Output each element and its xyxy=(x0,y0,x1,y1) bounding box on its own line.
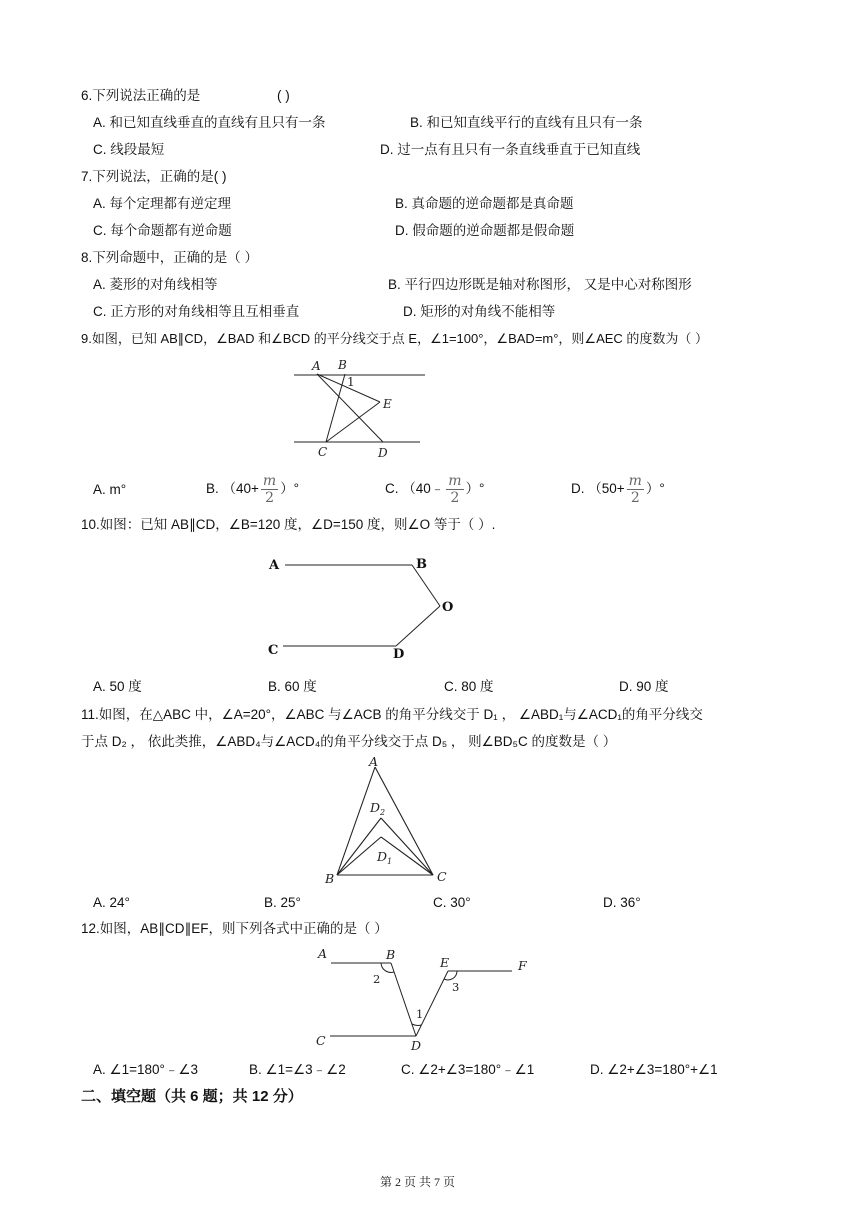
q9-option-b-suffix: ）° xyxy=(280,481,300,497)
q12-option-c: C. ∠2+∠3=180°﹣∠1 xyxy=(401,1062,535,1077)
q11-option-b: B. 25° xyxy=(264,895,301,910)
q10-label-c: C xyxy=(268,643,279,658)
q11-stem-line2: 于点 D₂ ， 依此类推，∠ABD₄与∠ACD₄的角平分线交于点 D₅ ， 则∠BD₅C 的度数是（ ） xyxy=(81,734,617,749)
q6-option-a: A. 和已知直线垂直的直线有且只有一条 xyxy=(93,115,326,130)
q10-label-d: D xyxy=(393,647,405,662)
q9-stem: 9.如图，已知 AB∥CD，∠BAD 和∠BCD 的平分线交于点 E，∠1=100°，∠BAD=m°，则∠AEC 的度数为（ ） xyxy=(81,331,709,346)
q11-option-a: A. 24° xyxy=(93,895,130,910)
q10-label-a: A xyxy=(269,558,280,573)
q9-option-c-prefix: C. （40﹣ xyxy=(385,481,445,497)
q12-label-3: 3 xyxy=(452,980,460,994)
q9-label-b: B xyxy=(338,358,347,372)
q6-option-c: C. 线段最短 xyxy=(93,142,165,157)
q12-label-c: C xyxy=(316,1033,326,1048)
q6-stem: 6.下列说法正确的是 xyxy=(81,88,201,103)
q12-label-f: F xyxy=(518,958,527,973)
q6-option-d: D. 过一点有且只有一条直线垂直于已知直线 xyxy=(380,142,641,157)
q7-option-a: A. 每个定理都有逆定理 xyxy=(93,196,232,211)
q12-label-a: A xyxy=(318,946,328,961)
q12-stem: 12.如图，AB∥CD∥EF，则下列各式中正确的是（ ） xyxy=(81,921,388,936)
q11-option-c: C. 30° xyxy=(433,895,471,910)
q9-option-c-suffix: ）° xyxy=(465,481,485,497)
q7-option-b: B. 真命题的逆命题都是真命题 xyxy=(395,196,574,211)
q10-option-c: C. 80 度 xyxy=(444,679,494,694)
q10-label-o: O xyxy=(442,600,454,615)
q11-label-a: A xyxy=(369,754,379,769)
q10-option-a: A. 50 度 xyxy=(93,679,142,694)
q11-label-d1-subscript: 1 xyxy=(387,857,393,866)
q8-stem: 8.下列命题中，正确的是（ ） xyxy=(81,250,259,265)
q8-option-d: D. 矩形的对角线不能相等 xyxy=(403,304,556,319)
q12-label-1: 1 xyxy=(416,1007,424,1021)
q10-option-b: B. 60 度 xyxy=(268,679,317,694)
q8-option-b: B. 平行四边形既是轴对称图形， 又是中心对称图形 xyxy=(388,277,692,292)
q9-option-c-numerator: m xyxy=(448,473,462,489)
q11-label-c: C xyxy=(437,869,447,884)
q8-option-a: A. 菱形的对角线相等 xyxy=(93,277,218,292)
q8-option-c: C. 正方形的对角线相等且互相垂直 xyxy=(93,304,300,319)
q11-stem-line1: 11.如图，在△ABC 中，∠A=20°，∠ABC 与∠ACB 的角平分线交于 D₁ ， ∠ABD₁与∠ACD₁的角平分线交 xyxy=(81,707,703,722)
q12-label-2: 2 xyxy=(373,972,381,986)
q9-option-d-prefix: D. （50+ xyxy=(571,481,625,497)
q9-option-b-denominator: 2 xyxy=(265,490,274,506)
q12-option-d: D. ∠2+∠3=180°+∠1 xyxy=(590,1062,718,1077)
q11-label-b: B xyxy=(325,871,335,886)
q6-option-b: B. 和已知直线平行的直线有且只有一条 xyxy=(410,115,643,130)
q9-option-c-denominator: 2 xyxy=(450,490,460,506)
q9-option-b-numerator: m xyxy=(262,473,277,489)
q10-label-b: B xyxy=(416,557,427,572)
q11-label-d2-subscript: 2 xyxy=(380,808,386,817)
q9-label-d: D xyxy=(378,446,388,460)
q9-option-b-prefix: B. （40+ xyxy=(206,481,259,497)
q12-label-b: B xyxy=(386,947,396,962)
q9-option-d-suffix: ）° xyxy=(645,481,665,497)
q12-label-e: E xyxy=(440,955,450,970)
q7-option-d: D. 假命题的逆命题都是假命题 xyxy=(395,223,575,238)
q9-label-a: A xyxy=(312,359,321,373)
q9-label-1: 1 xyxy=(347,375,355,389)
q9-option-d-numerator: m xyxy=(628,473,642,489)
q9-option-a: A. m° xyxy=(93,482,127,497)
q10-option-d: D. 90 度 xyxy=(619,679,669,694)
section2-heading: 二、填空题（共 6 题；共 12 分） xyxy=(81,1088,303,1105)
q6-bracket: ( ) xyxy=(277,88,290,103)
q11-option-d: D. 36° xyxy=(603,895,641,910)
page-footer: 第 2 页 共 7 页 xyxy=(380,1175,456,1189)
q9-label-e: E xyxy=(383,397,392,411)
q11-label-d2: D xyxy=(370,800,381,815)
q11-label-d1: D xyxy=(377,849,388,864)
q12-option-a: A. ∠1=180°﹣∠3 xyxy=(93,1062,199,1077)
q12-option-b: B. ∠1=∠3﹣∠2 xyxy=(249,1062,346,1077)
q10-stem: 10.如图：已知 AB∥CD，∠B=120 度，∠D=150 度，则∠O 等于（ ）. xyxy=(81,517,496,532)
q7-option-c: C. 每个命题都有逆命题 xyxy=(93,223,232,238)
q12-label-d: D xyxy=(411,1038,422,1053)
q9-option-d-denominator: 2 xyxy=(630,490,640,506)
q9-label-c: C xyxy=(318,445,328,459)
q7-stem: 7.下列说法，正确的是( ) xyxy=(81,169,227,184)
